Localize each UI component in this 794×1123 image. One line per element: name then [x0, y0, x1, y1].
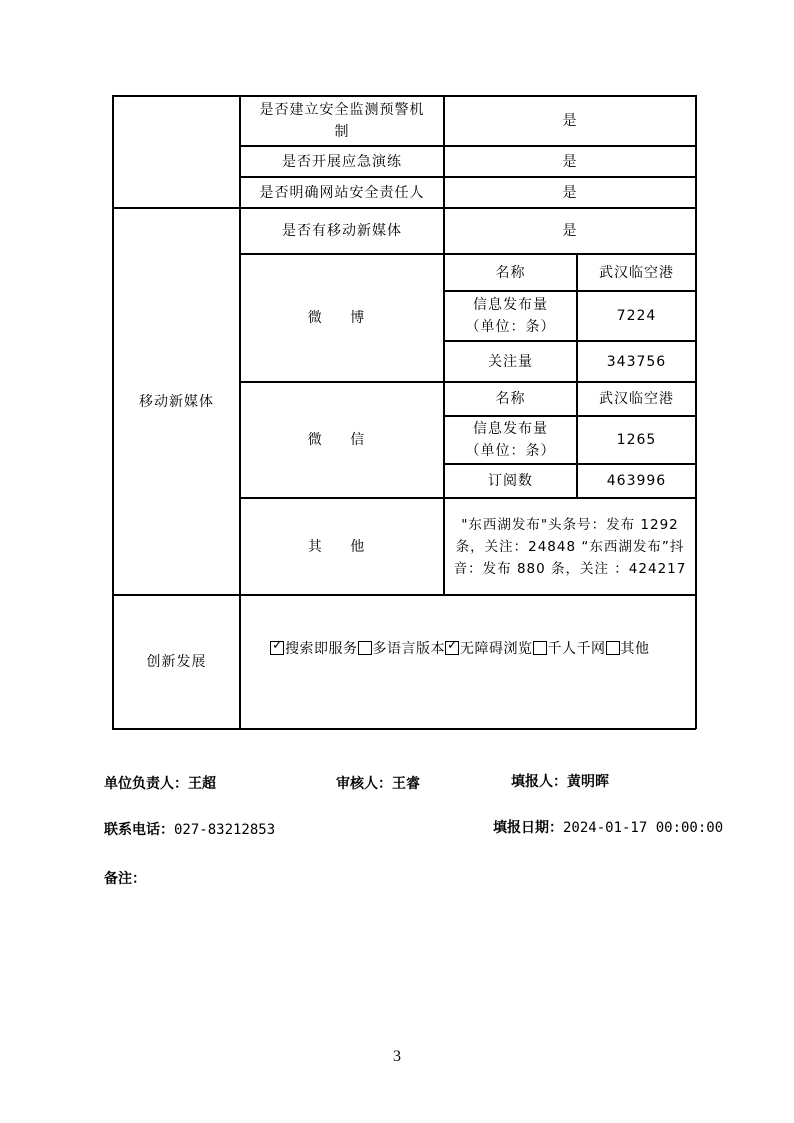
page-number: 3	[393, 1048, 401, 1065]
other-media-label: 其 他	[307, 538, 377, 555]
unit-head-value: 王超	[188, 776, 216, 792]
weibo-followers-label: 关注量	[488, 353, 533, 370]
wechat-posts-value: 1265	[616, 432, 657, 448]
weibo-posts-label: 信息发布量（单位：条）	[465, 297, 556, 335]
reviewer-label: 审核人：	[336, 776, 392, 792]
weibo-name-value: 武汉临空港	[599, 264, 674, 281]
date-value: 2024-01-17 00:00:00	[563, 820, 724, 836]
security-monitoring-value: 是	[562, 113, 578, 129]
innovation-label: 创新发展	[146, 654, 207, 670]
security-person-label: 是否明确网站安全责任人	[259, 184, 425, 201]
mobile-media-section-label: 移动新媒体	[139, 393, 214, 410]
weibo-name-label: 名称	[495, 264, 526, 281]
checkbox-personalized[interactable]	[533, 641, 547, 655]
other-media-value: "东西湖发布"头条号：发布 1292 条，关注：24848 “东西湖发布”抖音：发布 880 条，关注 ：424217	[453, 516, 687, 577]
phone-value: 027-83212853	[174, 822, 276, 838]
security-person-value: 是	[562, 184, 578, 201]
filler-value: 黄明晖	[567, 774, 609, 790]
phone-label: 联系电话：	[104, 822, 174, 838]
weibo-label: 微 博	[307, 310, 377, 326]
filler	[511, 771, 609, 791]
unit-head	[104, 773, 216, 793]
has-mobile-media-label: 是否有移动新媒体	[282, 223, 402, 239]
wechat-name-value: 武汉临空港	[599, 391, 674, 407]
checkbox-other[interactable]	[606, 641, 620, 655]
security-monitoring-label: 是否建立安全监测预警机制	[259, 102, 425, 140]
option-label: 无障碍浏览	[460, 641, 533, 657]
reviewer	[336, 773, 420, 793]
checkbox-search-service[interactable]	[270, 638, 284, 655]
weibo-followers-value: 343756	[606, 353, 667, 370]
innovation-options	[270, 638, 650, 658]
weibo-posts-value: 7224	[616, 308, 657, 324]
has-mobile-media-value: 是	[562, 223, 578, 239]
emergency-drill-value: 是	[562, 153, 578, 170]
wechat-label: 微 信	[307, 432, 377, 448]
option-label: 搜索即服务	[285, 641, 358, 657]
filler-label: 填报人：	[511, 774, 567, 790]
unit-head-label: 单位负责人：	[104, 776, 188, 792]
emergency-drill-label: 是否开展应急演练	[282, 153, 402, 170]
contact-phone	[104, 819, 275, 839]
date-label: 填报日期：	[493, 820, 563, 836]
wechat-subscribers-value: 463996	[606, 473, 667, 489]
option-label: 其他	[620, 641, 650, 657]
fill-date	[493, 817, 723, 837]
checkbox-multilingual[interactable]	[358, 641, 372, 655]
option-label: 多语言版本	[372, 641, 445, 657]
checkbox-accessibility[interactable]	[445, 638, 459, 655]
reviewer-value: 王睿	[392, 776, 420, 792]
checkmark-icon: ✓	[447, 638, 459, 653]
wechat-name-label: 名称	[495, 391, 526, 407]
remarks-label: 备注：	[104, 871, 146, 887]
wechat-subscribers-label: 订阅数	[488, 473, 533, 489]
checkmark-icon: ✓	[272, 638, 284, 653]
option-label: 千人千网	[547, 641, 606, 657]
wechat-posts-label: 信息发布量（单位：条）	[465, 421, 556, 459]
